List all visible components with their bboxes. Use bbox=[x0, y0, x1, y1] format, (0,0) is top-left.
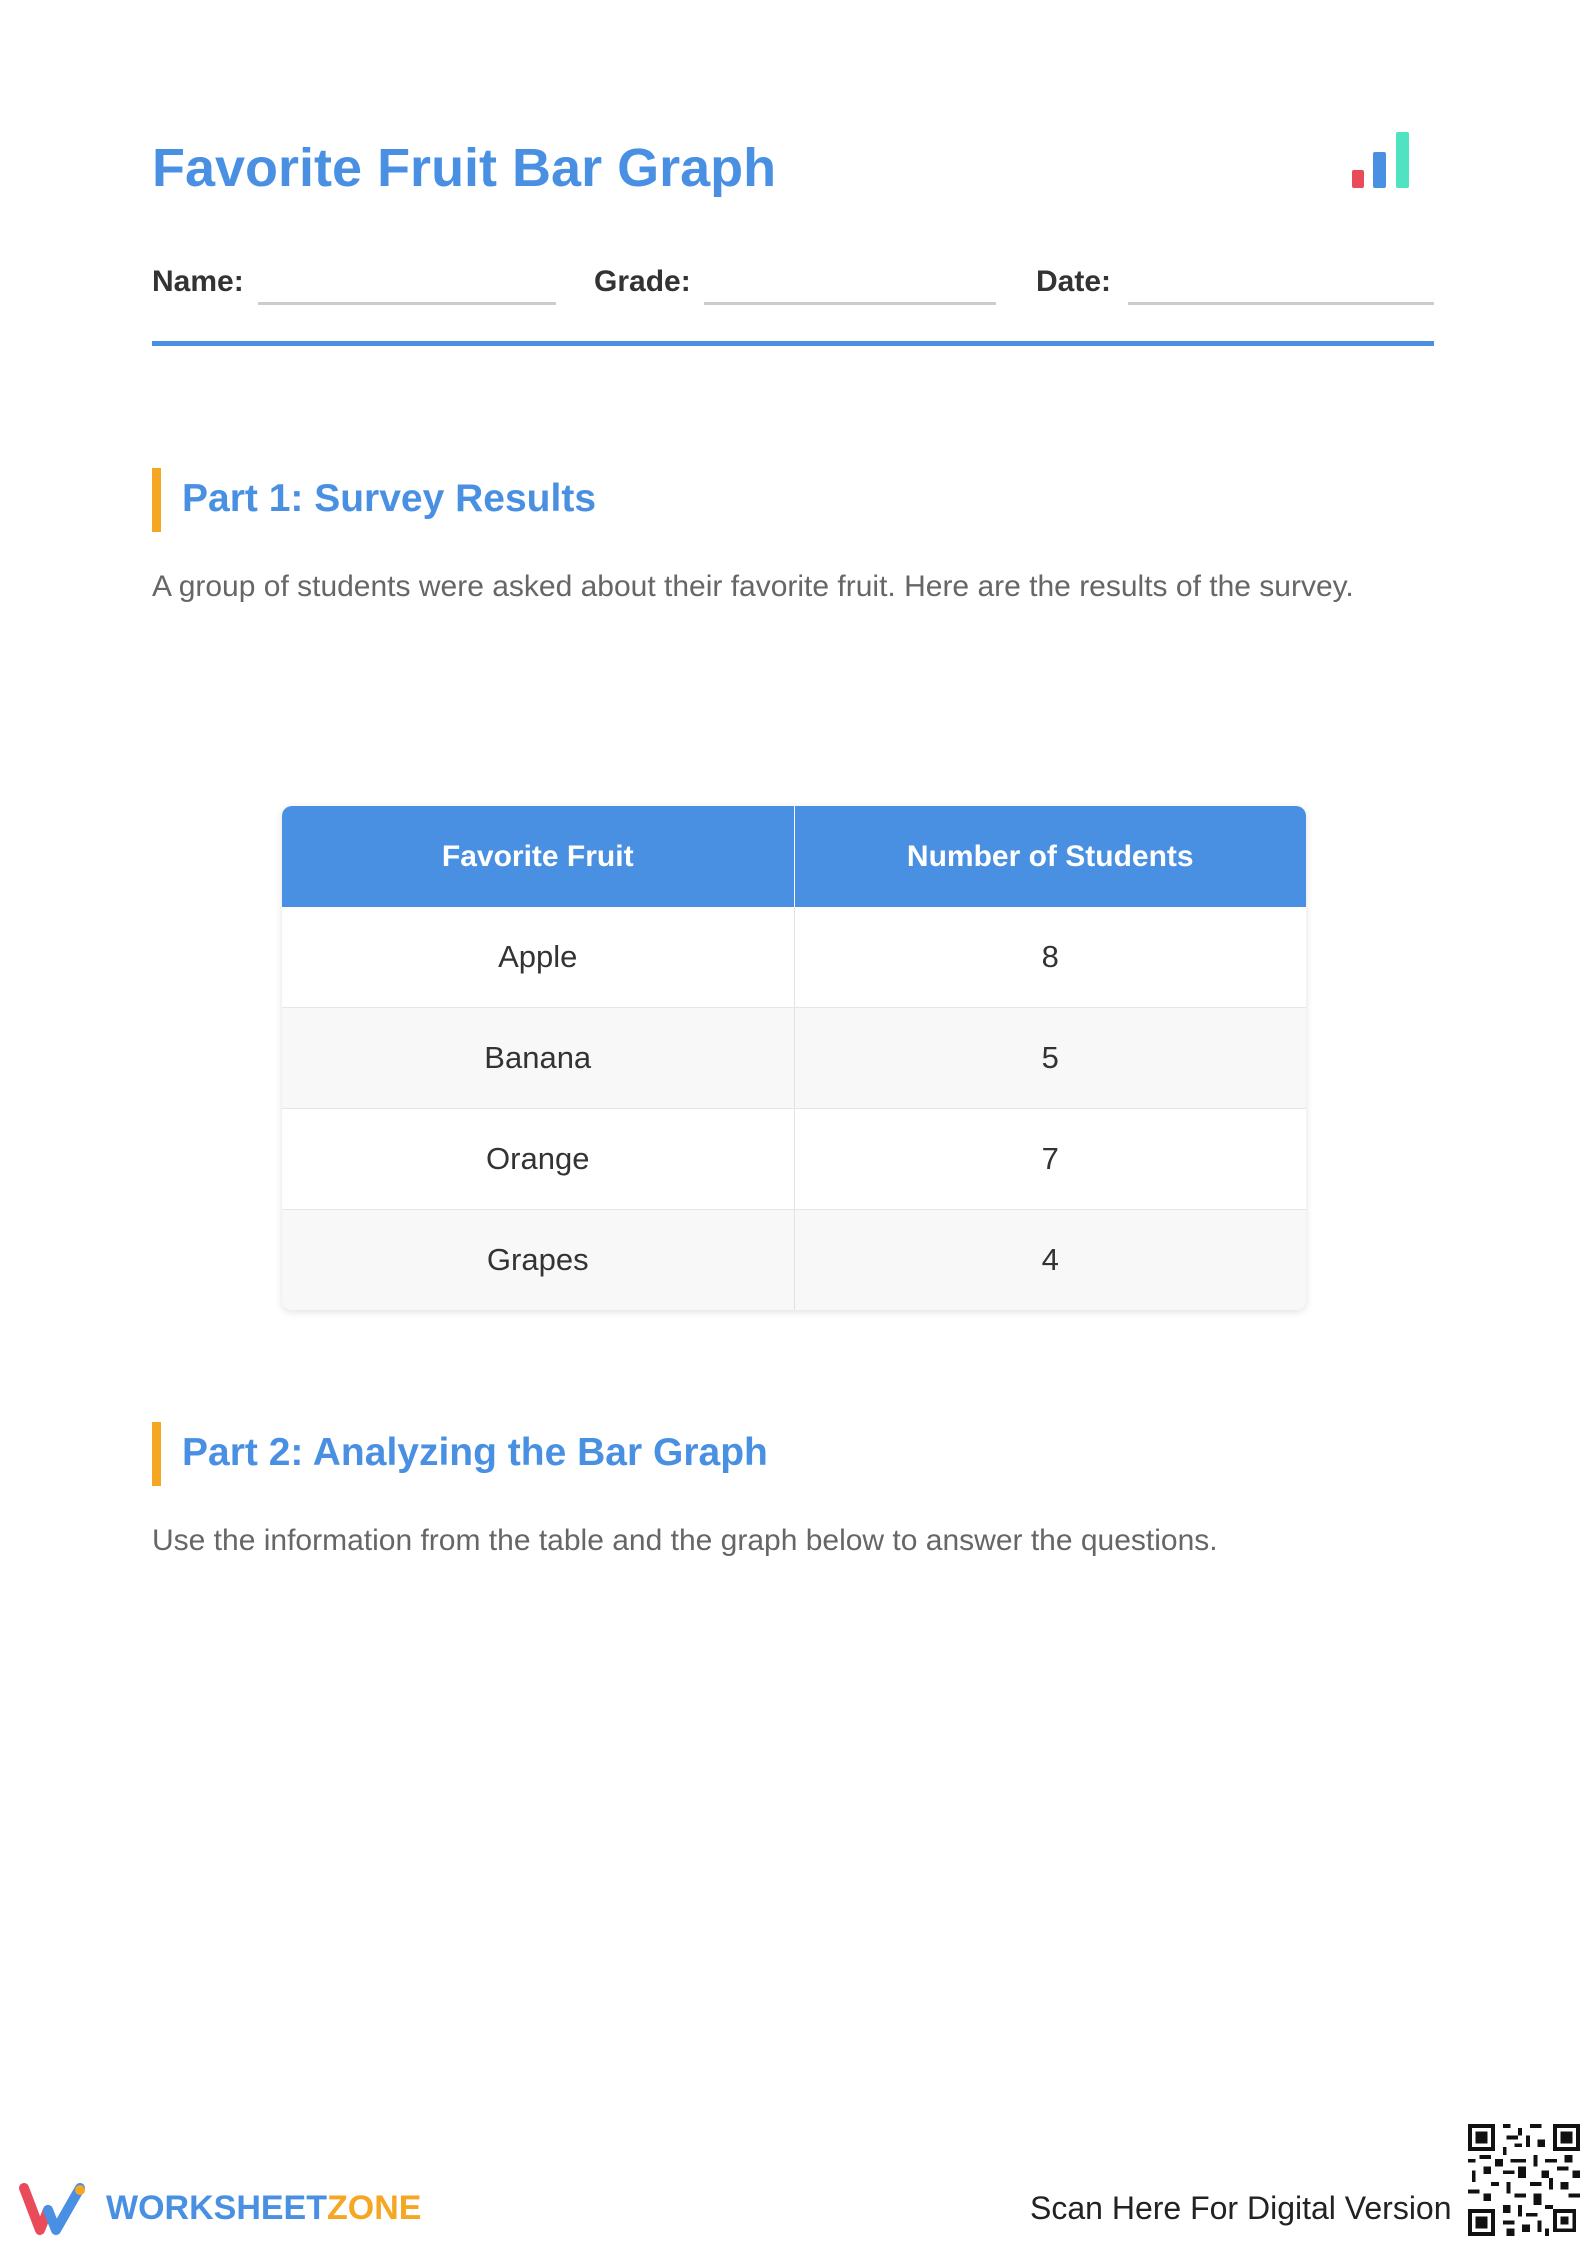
section-accent-bar bbox=[152, 468, 161, 532]
student-info-row bbox=[152, 258, 1434, 308]
worksheetzone-logo-icon bbox=[18, 2182, 90, 2236]
count-cell: 7 bbox=[794, 1109, 1306, 1210]
table-row bbox=[282, 1210, 1306, 1311]
date-label: Date: bbox=[1036, 265, 1112, 298]
table-row bbox=[282, 1109, 1306, 1210]
qr-code-icon[interactable] bbox=[1468, 2124, 1580, 2236]
part-2-intro: Use the information from the table and the graph below to answer the questions. bbox=[152, 1524, 1218, 1557]
table-row bbox=[282, 907, 1306, 1008]
page-title: Favorite Fruit Bar Graph bbox=[152, 138, 777, 198]
name-field[interactable] bbox=[258, 302, 556, 305]
table-header-cell: Number of Students bbox=[794, 806, 1306, 907]
part-1-intro: A group of students were asked about their favorite fruit. Here are the results of the survey. bbox=[152, 570, 1354, 603]
fruit-cell: Banana bbox=[282, 1008, 794, 1109]
date-field[interactable] bbox=[1128, 302, 1434, 305]
brand-name-part-2: ZONE bbox=[327, 2189, 422, 2227]
fruit-cell: Grapes bbox=[282, 1210, 794, 1311]
table-row bbox=[282, 1008, 1306, 1109]
section-title: Part 2: Analyzing the Bar Graph bbox=[182, 1431, 768, 1474]
count-cell: 5 bbox=[794, 1008, 1306, 1109]
header-divider bbox=[152, 341, 1434, 346]
survey-results-table bbox=[282, 806, 1306, 1310]
scan-instruction: Scan Here For Digital Version bbox=[1030, 2190, 1452, 2226]
name-label: Name: bbox=[152, 265, 244, 298]
grade-label: Grade: bbox=[594, 265, 691, 298]
fruit-cell: Apple bbox=[282, 907, 794, 1008]
fruit-cell: Orange bbox=[282, 1109, 794, 1210]
section-title: Part 1: Survey Results bbox=[182, 477, 597, 520]
brand-name-part-1: WORKSHEET bbox=[106, 2189, 327, 2227]
count-cell: 4 bbox=[794, 1210, 1306, 1311]
brand-name[interactable] bbox=[106, 2186, 421, 2230]
section-accent-bar bbox=[152, 1422, 161, 1486]
bar-chart-icon bbox=[1352, 130, 1412, 192]
table-header-cell: Favorite Fruit bbox=[282, 806, 794, 907]
grade-field[interactable] bbox=[704, 302, 996, 305]
count-cell: 8 bbox=[794, 907, 1306, 1008]
